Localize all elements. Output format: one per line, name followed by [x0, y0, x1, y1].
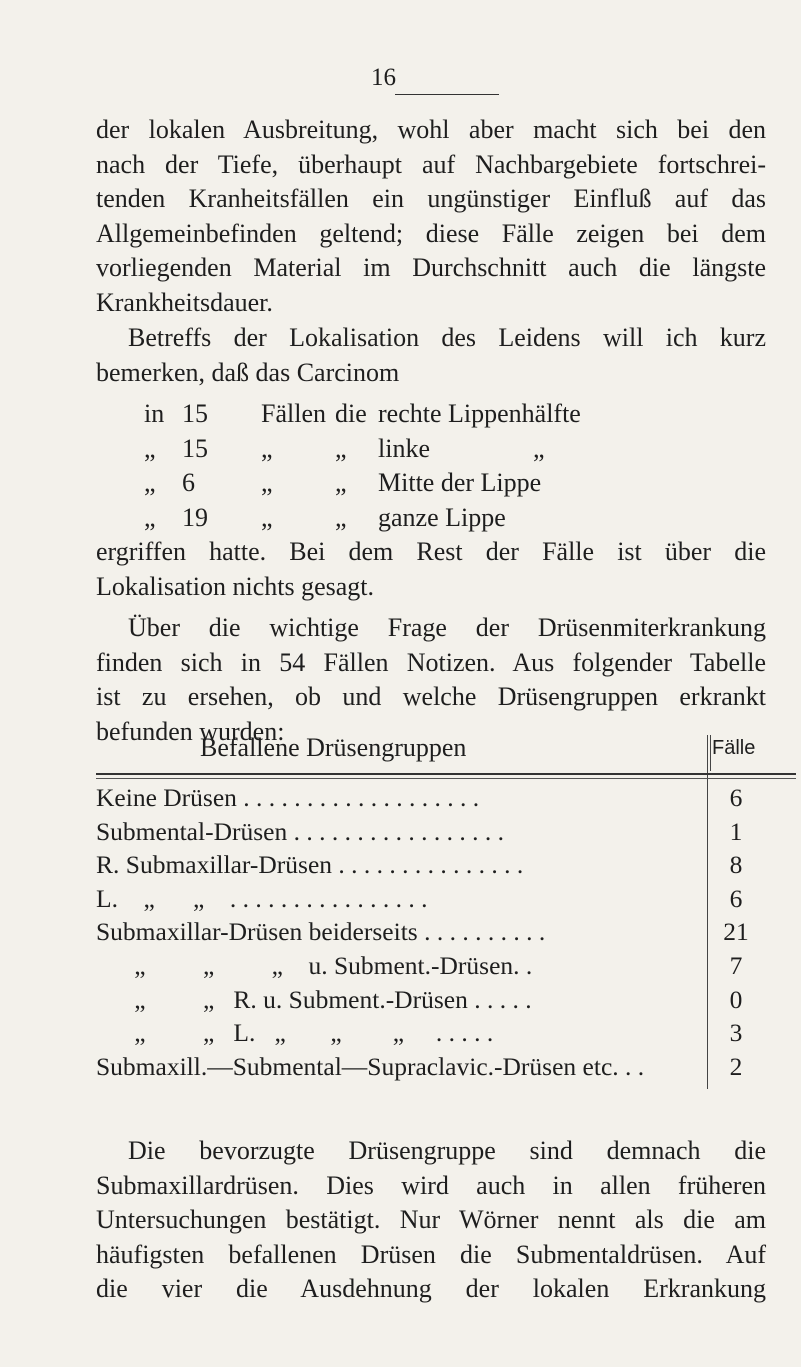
text-line: Betreffs der Lokalisation des Leidens will ich kurz: [128, 323, 766, 352]
table-row: [96, 1016, 796, 1050]
text-line: ergriffen hatte. Bei dem Rest der Fälle ist über die: [96, 537, 766, 566]
text-line: Untersuchungen bestätigt. Nur Wörner nennt als die am: [96, 1205, 766, 1234]
table-row: [96, 915, 796, 949]
text-line: Submaxillardrüsen. Dies wird auch in allen früheren: [96, 1170, 766, 1200]
text-line: ist zu ersehen, ob und welche Drüsengruppen erkrankt: [96, 682, 766, 711]
row-label: Keine Drüsen . . . . . . . . . . . . . . . . . . .: [96, 783, 480, 812]
paragraph-1: [96, 113, 766, 320]
row-value: 6: [729, 783, 743, 812]
paragraph-3: [96, 535, 766, 604]
row-label: L. „ „ . . . . . . . . . . . . . . . .: [96, 883, 428, 913]
column-divider: [710, 735, 711, 771]
text-line: die vier die Ausdehnung der lokalen Erkrankung: [96, 1274, 766, 1303]
text-line: Allgemeinbefinden geltend; diese Fälle zeigen bei dem: [96, 218, 766, 248]
table-row: [96, 781, 796, 815]
text-line: Lokalisation nichts gesagt.: [96, 571, 375, 601]
page-number: 16: [395, 64, 499, 95]
text-line: vorliegenden Material im Durchschnitt auch die längste: [96, 253, 766, 282]
row-label: „ „ R. u. Subment.-Drüsen . . . . .: [96, 984, 532, 1014]
paragraph-4: [96, 611, 766, 749]
row-value: 0: [729, 984, 743, 1014]
row-value: 1: [729, 816, 743, 846]
table-row: [96, 983, 796, 1017]
table-row: [96, 949, 796, 983]
text-line: nach der Tiefe, überhaupt auf Nachbargebiete fortschrei-: [96, 149, 766, 179]
text-line: befunden wurden:: [96, 716, 285, 746]
row-value: 6: [729, 883, 743, 913]
text-line: Krankheitsdauer.: [96, 287, 273, 317]
text-line: der lokalen Ausbreitung, wohl aber macht sich bei den: [96, 115, 766, 144]
table-row: [96, 815, 796, 849]
header-cases: Fälle: [712, 737, 756, 759]
text-line: Über die wichtige Frage der Drüsenmiterkrankung: [128, 613, 766, 642]
text-line: häufigsten befallenen Drüsen die Submentaldrüsen. Auf: [96, 1239, 766, 1269]
paragraph-5: [96, 1134, 766, 1307]
paragraph-2: [96, 321, 766, 390]
row-value: 7: [729, 950, 743, 980]
header-gland-groups: Befallene Drüsengruppen: [200, 733, 467, 762]
row-value: 3: [729, 1018, 743, 1048]
gland-table: [96, 733, 766, 1081]
row-value: 8: [729, 850, 743, 880]
row-label: Submaxill.—Submental—Supraclavic.-Drüsen etc. . .: [96, 1051, 645, 1081]
text-line: Die bevorzugte Drüsengruppe sind demnach die: [128, 1136, 766, 1165]
text-line: finden sich in 54 Fällen Notizen. Aus folgender Tabelle: [96, 647, 766, 677]
table-row: [96, 848, 796, 882]
row-value: 2: [729, 1051, 743, 1081]
table-row: [96, 1050, 796, 1084]
text-line: bemerken, daß das Carcinom: [96, 357, 400, 387]
row-label: „ „ L. „ „ „ . . . . .: [96, 1018, 494, 1048]
table-row: [96, 882, 796, 916]
book-page: 16 der lokalen Ausbreitung, wohl aber macht sich bei den nach der Tiefe, überhaupt auf Nachbargebiete fortschrei- tenden Kranheitsfällen ein ungünstiger Einfluß auf das Allgemeinbefinden geltend; diese Fälle zeigen bei dem vorliegenden Material im Durchschnitt auch die längste Krankheitsdauer. Betreffs der Lokalisation des Leidens will ich kurz bemerken, daß das Carcinom in 15 Fällen die rechte Lippenhälfte „ 15 „ „ linke „ „ 6 „ „ Mitte der Lippe „ 19 „ „ ganze Lippe ergriffen hatte. Bei dem Rest der Fälle ist über die Lokalisation nichts gesagt. Über die wichtige Frage der Drüsenmiterkrankung finden sich in 54 Fällen Notizen. Aus folgender Tabelle ist zu ersehen, ob und welche Drüsengruppen erkrankt befunden wurden: Befallene Drüsengruppen Fälle Keine Drüsen . . . . . . . . . . . . . . . . . . . 6 Submental-Drüsen . . . . . . . . . . . . . . . . . 1 R. Submaxillar-Drüsen . . . . . . . . . . . . . . . 8 L. „ „ . . . . . . . . . . . . . . . . 6 Submaxillar-Drüsen beiderseits . . . . . . . . . . 21 „ „ „ u. Subment.-Drüsen. . 7 „ „ R. u. Subment.-Drüsen . . . . . 0 „ „ L. „ „ „ . . . . . 3 Submaxill.—Submental—Supraclavic.-Drüsen etc. . . 2 Die bevorzugte Drüsengruppe sind demnach die Submaxillardrüsen. Dies wird auch in allen früheren Untersuchungen bestätigt. Nur Wörner nennt als die am häufigsten befallenen Drüsen die Submentaldrüsen. Auf die vier die Ausdehnung der lokalen Erkrankung: [0, 0, 801, 1367]
table-body: [96, 781, 796, 1083]
header-rule: [96, 773, 796, 775]
header-rule: [96, 778, 796, 779]
row-value: 21: [723, 917, 749, 947]
row-label: Submaxillar-Drüsen beiderseits . . . . . . . . . .: [96, 917, 546, 947]
table-header: [96, 733, 766, 769]
row-label: R. Submaxillar-Drüsen . . . . . . . . . . . . . . .: [96, 850, 524, 880]
text-line: tenden Kranheitsfällen ein ungünstiger Einfluß auf das: [96, 184, 766, 213]
row-label: „ „ „ u. Subment.-Drüsen. .: [96, 950, 533, 980]
row-label: Submental-Drüsen . . . . . . . . . . . . . . . . .: [96, 816, 504, 846]
